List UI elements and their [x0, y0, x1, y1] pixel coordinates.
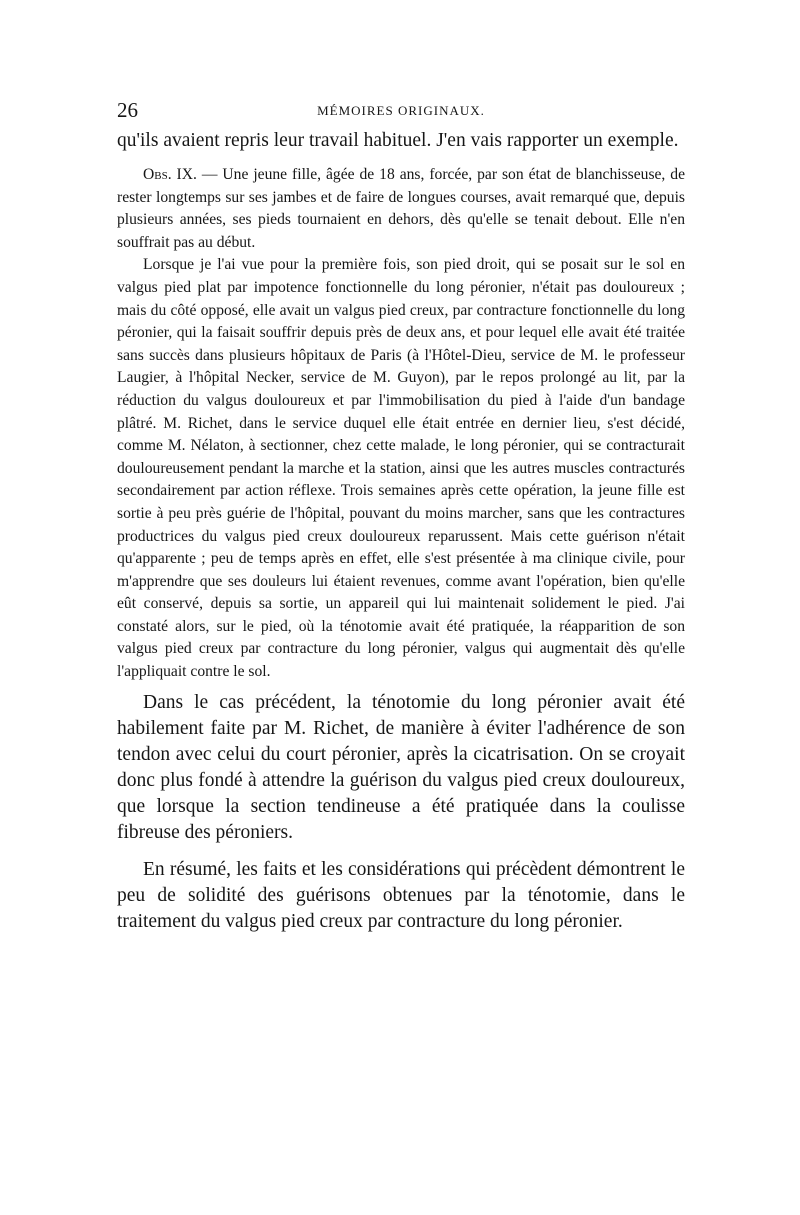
page-number: 26	[117, 98, 138, 122]
running-head: MÉMOIRES ORIGINAUX.	[317, 103, 485, 118]
intro-paragraph: qu'ils avaient repris leur travail habituel. J'en vais rapporter un exemple.	[117, 130, 679, 151]
observation-paragraph-1	[117, 164, 685, 254]
page-header	[117, 98, 685, 124]
observation-text-1: — Une jeune fille, âgée de 18 ans, forcée, par son état de blanchisseuse, de rester longtemps sur ses jambes et de faire de longues courses, avait remarqué que, depuis plusieurs années, ses pieds tournaient en dehors, dès qu'elle se tenait debout. Elle n'en souffrait pas au début.	[117, 166, 685, 251]
body-paragraph-4: En résumé, les faits et les considérations qui précèdent démontrent le peu de solidité des guérisons obtenues par la ténotomie, dans le traitement du valgus pied creux par contracture du long péronier.	[117, 858, 685, 932]
observation-paragraph-2: Lorsque je l'ai vue pour la première fois, son pied droit, qui se posait sur le sol en valgus pied plat par impotence fonctionnelle du long péronier, n'était pas douloureux ; mais du côté opposé, elle avait un valgus pied creux, par contracture fonctionnelle du long péronier, qui la faisait souffrir depuis près de deux ans, et pour lequel elle avait été traitée sans succès dans plusieurs hôpitaux de Paris (à l'Hôtel-Dieu, service de M. le professeur Laugier, à l'hôpital Necker, service de M. Guyon), par le repos prolongé au lit, par la réduction du valgus douloureux et par l'immobilisation du pied à l'aide d'un bandage plâtré. M. Richet, dans le service duquel elle était entrée en dernier lieu, s'est décidé, comme M. Nélaton, à sectionner, chez cette malade, le long péronier, qui se contracturait douloureusement pendant la marche et la station, ainsi que les autres muscles contracturés secondairement par action réflexe. Trois semaines après cette opération, la jeune fille est sortie à peu près guérie de l'hôpital, pouvant du moins marcher, sans que les contractures productrices du valgus pied creux douloureux reparussent. Mais cette guérison n'était qu'apparente ; peu de temps après en effet, elle s'est présentée à ma clinique civile, pour m'apprendre que ses douleurs lui étaient revenues, comme avant l'opération, bien qu'elle eût conservé, depuis sa sortie, un appareil qui lui maintenait solidement le pied. J'ai constaté alors, sur le pied, où la ténotomie avait été pratiquée, la réapparition de son valgus pied creux par contracture du long péronier, valgus qui augmentait dès qu'elle l'appliquait contre le sol.	[117, 256, 685, 681]
text-block	[117, 128, 685, 935]
observation-label: Obs. IX.	[143, 166, 197, 183]
body-paragraph-3: Dans le cas précédent, la ténotomie du long péronier avait été habilement faite par M. Richet, de manière à éviter l'adhérence de son tendon avec celui du court péronier, après la cicatrisation. On se croyait donc plus fondé à attendre la guérison du valgus pied creux douloureux, que lorsque la section tendineuse a été pratiquée dans la coulisse fibreuse des péroniers.	[117, 691, 685, 843]
